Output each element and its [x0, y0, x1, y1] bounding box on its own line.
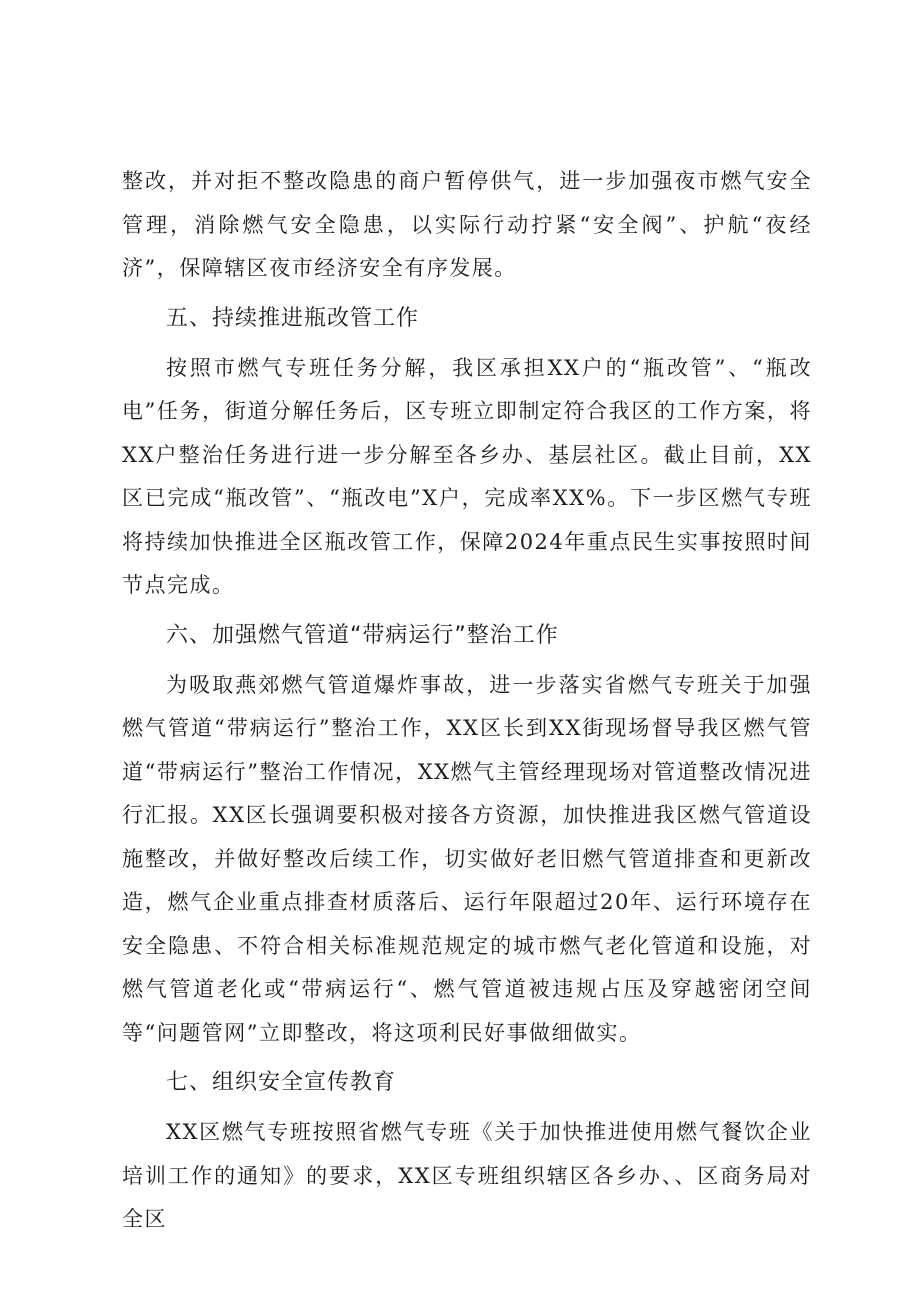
paragraph-section-7: XX区燃气专班按照省燃气专班《关于加快推进使用燃气餐饮企业培训工作的通知》的要求，XX区专班组织辖区各乡办、、区商务局对全区 [122, 1120, 812, 1231]
paragraph-continuation: 整改，并对拒不整改隐患的商户暂停供气，进一步加强夜市燃气安全管理，消除燃气安全隐患，以实际行动拧紧“安全阀”、护航“夜经济”，保障辖区夜市经济安全有序发展。 [122, 169, 812, 280]
paragraph-section-6: 为吸取燕郊燃气管道爆炸事故，进一步落实省燃气专班关于加强燃气管道“带病运行”整治工作，XX区长到XX街现场督导我区燃气管道“带病运行”整治工作情况，XX燃气主管经理现场对管道整改情况进行汇报。XX区长强调要积极对接各方资源，加快推进我区燃气管道设施整改，并做好整改后续工作，切实做好老旧燃气管道排查和更新改造，燃气企业重点排查材质落后、运行年限超过20年、运行环境存在安全隐患、不符合相关标准规范规定的城市燃气老化管道和设施，对燃气管道老化或“带病运行“、燃气管道被违规占压及穿越密闭空间等“问题管网”立即整改，将这项利民好事做细做实。 [122, 672, 812, 1045]
document-body [122, 160, 812, 1242]
paragraph-section-5: 按照市燃气专班任务分解，我区承担XX户的“瓶改管”、“瓶改电”任务，街道分解任务后，区专班立即制定符合我区的工作方案，将XX户整治任务进行进一步分解至各乡办、基层社区。截止目前，XX区已完成“瓶改管”、“瓶改电”X户，完成率XX%。下一步区燃气专班将持续加快推进全区瓶改管工作，保障2024年重点民生实事按照时间节点完成。 [122, 355, 812, 597]
section-heading-7: 七、组织安全宣传教育 [166, 1070, 397, 1095]
section-heading-6: 六、加强燃气管道“带病运行”整治工作 [166, 622, 559, 648]
section-heading-5: 五、持续推进瓶改管工作 [166, 305, 420, 331]
